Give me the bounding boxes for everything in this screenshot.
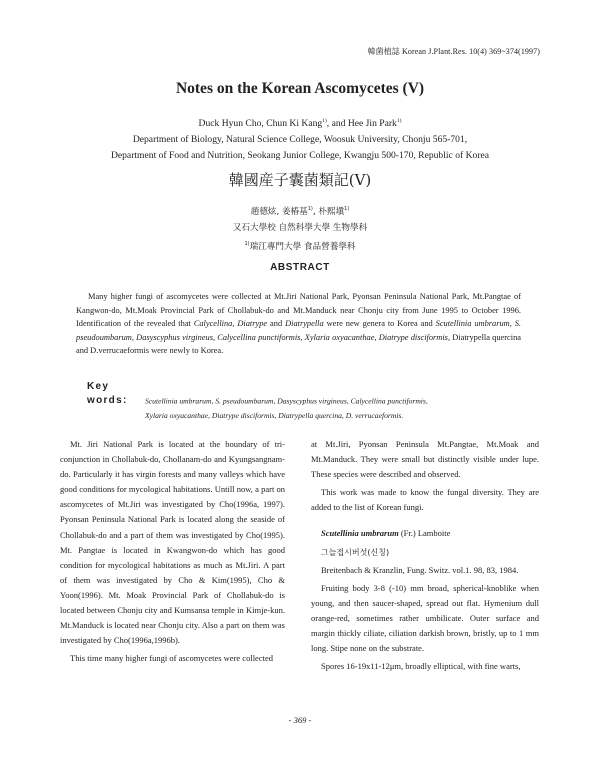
intro-paragraph-2: This time many higher fungi of ascomycetes were collected: [70, 653, 273, 664]
korean-affiliation-2: $^{1)}$瑞江專門大學 食品營養學科: [244, 240, 356, 252]
affiliation-2: Department of Food and Nutrition, Seokang Junior College, Kwangju 500-170, Republic of Korea: [110, 150, 490, 162]
continued-paragraph: at Mt.Jiri, Pyonsan Peninsula Mt.Pangtae, Mt.Moak and Mt.Manduck. They were small but distinctly visible under lupe. These species were described and observed.: [311, 439, 539, 480]
keywords-line-2: Xylaria oxyacanthae, Diatrype disciformis, Diatrypella quercina, D. verrucaeformis.: [145, 410, 404, 420]
affiliation-1: Department of Biology, Natural Science College, Woosuk University, Chonju 565-701,: [132, 134, 468, 146]
species-spores: Spores 16-19x11-12μm, broadly elliptical, with fine warts,: [321, 661, 521, 672]
korean-title: 韓國産子囊菌類記(V): [228, 171, 372, 189]
running-head: 韓菌植誌 Korean J.Plant.Res. 10(4) 369~374(1997): [367, 47, 540, 56]
intro-paragraph: Mt. Jiri National Park is located at the boundary of tri-conjunction in Chollabuk-do, Chollanam-do and Kyungsangnam-do. Particularly it has virgin forests and many valleys which have good conditions for mycological habitations. Untill now, a part on ascomycetes of Mt.Jiri was investigated by Cho(1996a, 1997). Pyonsan Peninsula National Park is located along the seaside of Chollabuk-do and a part of them was investigated by Cho(1995). Mt. Pangtae is located in Kwangwon-do which has good condition for mycological habitations as much as Mt.Jiri. A part of them was investigated by Cho & Kim(1995), Cho & Yoon(1996). Mt. Moak Provincial Park of Chollabuk-do is located between Chonju city and Kumsansa temple in Kimje-kun. Mt.Manduck is located near Chonju city. Also a part on them was investigated by Cho(1996a,1996b).: [60, 439, 285, 646]
page-number: - 369 -: [288, 715, 312, 725]
korean-affiliation-1: 又石大學校 自然科學大學 生物學科: [232, 222, 368, 233]
keywords-label: Key words:: [87, 381, 128, 407]
keywords-line-1: Scutellinia umbrarum, S. pseudoumbarum, Dasyscyphus virgineus, Calycellina punctiformis,: [145, 396, 428, 406]
abstract-heading: ABSTRACT: [270, 262, 330, 273]
author-block: [0, 113, 600, 164]
body-right-column: [311, 437, 539, 677]
species-heading: Scutellinia umbrarum (Fr.) Lamboite: [321, 528, 451, 539]
author-names: Duck Hyun Cho, Chun Ki Kang$^{1)}$, and Hee Jin Park$^{1)}$: [198, 118, 402, 130]
abstract-text: Many higher fungi of ascomycetes were collected at Mt.Jiri National Park, Pyonsan Peninsula National Park, Mt.Pangtae of Kangwon-do, Mt.Moak Provincial Park of Chollabuk-do and Mt.Manduck near Chonju city from June 1995 to October 1996. Identification of the revealed that Calycellina, Diatrype and Diatrypella were new genera to Korea and Scutellinia umbrarum, S. pseudoumbarum, Dasyscyphus virgineus, Calycellina punctiformis, Xylaria oxyacanthae, Diatrype disciformis, Diatrypella quercina and D.verrucaeformis were newly to Korea.: [76, 292, 521, 355]
purpose-paragraph: This work was made to know the fungal diversity. They are added to the list of Korean fungi.: [311, 487, 539, 513]
species-citation: Breitenbach & Kranzlin, Fung. Switz. vol.1. 98, 83, 1984.: [321, 564, 519, 575]
korean-author-names: 趙德炫, 姜椿基$^{1)}$, 朴熙塡$^{1)}$: [250, 206, 350, 217]
species-description: Fruiting body 3-8 (-10) mm broad, spherical-knoblike when young, and then saucer-shaped, spread out flat. Hymenium dull orange-red, sometimes rather umbilicate. Outer surface and margin thickly ciliate, ciliation darkish brown, bristly, up to 1 mm long. Stipe none on the substrate.: [311, 582, 539, 654]
keywords-block: [87, 380, 527, 423]
body-left-column: [60, 437, 285, 669]
korean-author-block: [0, 201, 600, 255]
paper-title: Notes on the Korean Ascomycetes (V): [175, 80, 425, 97]
species-korean-name: 그늘접시버섯(신칭): [321, 547, 390, 557]
